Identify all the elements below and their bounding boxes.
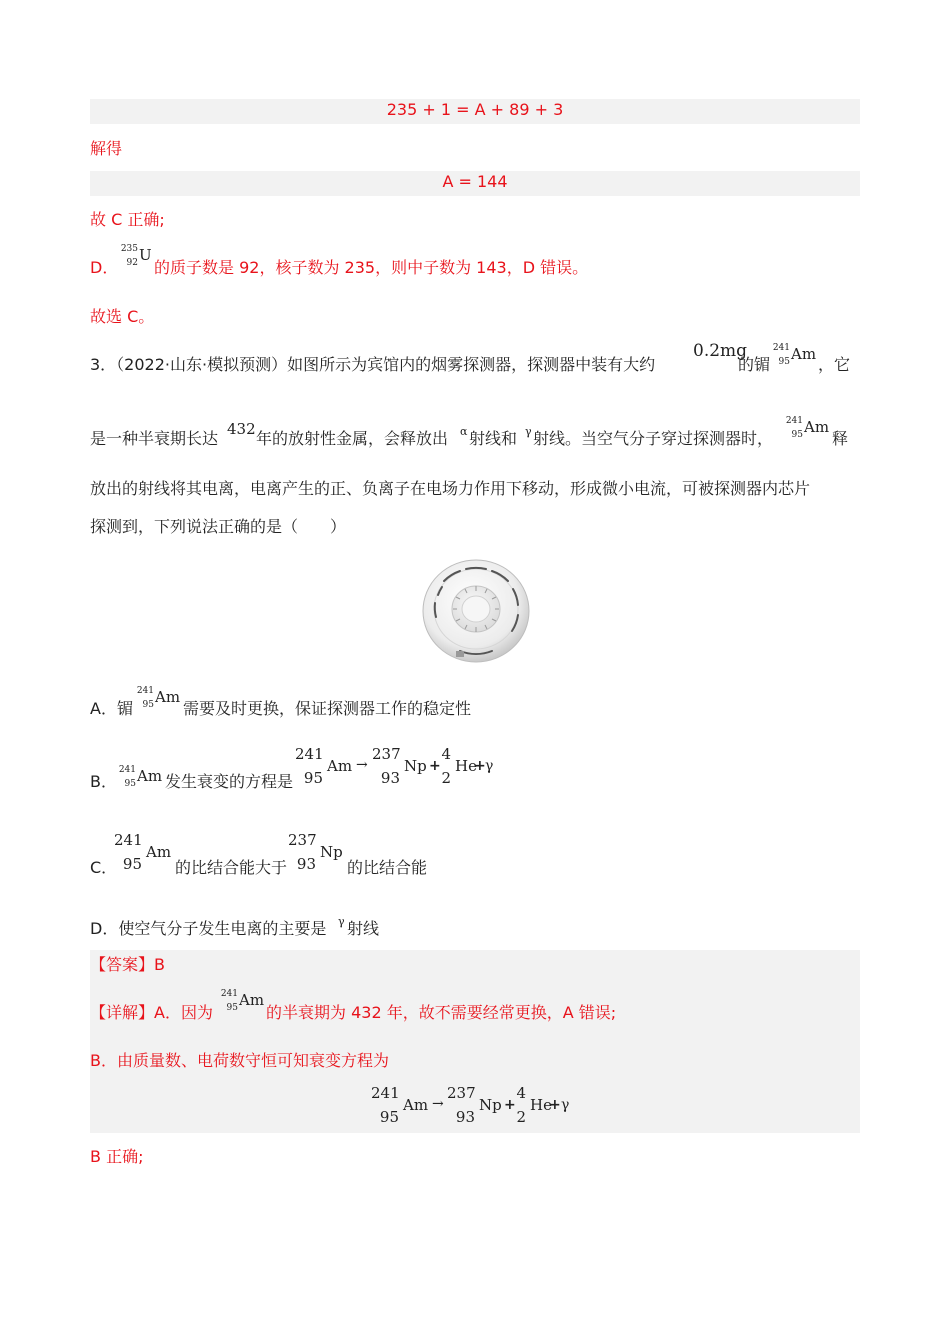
ans-eq-arrow: → bbox=[432, 1096, 444, 1112]
detail-a: 的半衰期为 432 年，故不需要经常更换，A 错误; bbox=[266, 1003, 617, 1022]
nuclide-am241: 241 95 Am bbox=[785, 416, 830, 440]
alpha-symbol: α bbox=[460, 425, 468, 438]
detail-prefix: 【详解】A．因为 bbox=[90, 1003, 213, 1022]
option-c-end: 的比结合能 bbox=[347, 858, 428, 877]
equation-bar-1 bbox=[90, 99, 860, 124]
c-np237: 237 93 Np bbox=[288, 831, 343, 873]
nuclide-am241: 241 95 Am bbox=[118, 765, 163, 789]
eq-b-plus: + bbox=[474, 758, 486, 774]
option-d-text: D．使空气分子发生电离的主要是 bbox=[90, 919, 327, 938]
smoke-detector-image bbox=[420, 555, 532, 665]
eq-b-arrow: → bbox=[356, 757, 368, 773]
option-a-text: 需要及时更换，保证探测器工作的稳定性 bbox=[183, 699, 472, 718]
detail-b: B．由质量数、电荷数守恒可知衰变方程为 bbox=[90, 1051, 389, 1070]
eq-b-plus: + bbox=[429, 758, 441, 774]
d-text: 的质子数是 92，核子数为 235，则中子数为 143，D 错误。 bbox=[154, 258, 589, 277]
q3-line4: 探测到，下列说法正确的是（ ） bbox=[90, 517, 347, 536]
ans-eq-np237: 237 93 Np bbox=[447, 1084, 502, 1126]
nuclide-u235: 235 92 U bbox=[120, 244, 152, 268]
answer-label: 【答案】B bbox=[90, 955, 165, 974]
eq-b-gamma: γ bbox=[485, 758, 494, 774]
q3-line2-b: 年的放射性金属，会释放出 bbox=[256, 429, 449, 448]
equation-2: A = 144 bbox=[442, 172, 508, 191]
halflife-value: 432 bbox=[227, 420, 256, 438]
eq-b-am241: 241 95 Am bbox=[295, 745, 353, 787]
choose-text: 故选 C。 bbox=[90, 307, 155, 326]
q3-line1-a: 3．（2022·山东·模拟预测）如图所示为宾馆内的烟雾探测器，探测器中装有大约 bbox=[90, 355, 656, 374]
q3-line2-a: 是一种半衰期长达 bbox=[90, 429, 219, 448]
nuclide-am241: 241 95 Am bbox=[220, 989, 265, 1013]
ans-eq-plus: + bbox=[504, 1097, 516, 1113]
option-b-prefix: B． bbox=[90, 772, 117, 791]
option-d-gamma: γ bbox=[338, 915, 345, 928]
nuclide-am241: 241 95 Am bbox=[136, 686, 181, 710]
option-a-prefix: A．镅 bbox=[90, 699, 133, 718]
option-c-mid: 的比结合能大于 bbox=[175, 858, 288, 877]
q3-line2-e: 释 bbox=[832, 429, 849, 448]
c-am241: 241 95 Am bbox=[114, 831, 172, 873]
solve-label: 解得 bbox=[90, 139, 123, 158]
ans-eq-plus: + bbox=[549, 1097, 561, 1113]
option-d-end: 射线 bbox=[347, 919, 380, 938]
ans-eq-gamma: γ bbox=[561, 1097, 570, 1113]
eq-b-np237: 237 93 Np bbox=[372, 745, 427, 787]
gamma-symbol: γ bbox=[525, 425, 532, 438]
equation-bar-2 bbox=[90, 171, 860, 196]
q3-line1-b: 的镅 bbox=[738, 355, 771, 374]
d-prefix: D． bbox=[90, 258, 119, 277]
option-c-prefix: C． bbox=[90, 858, 118, 877]
option-b-text: 发生衰变的方程是 bbox=[165, 772, 294, 791]
q3-line2-c: 射线和 bbox=[469, 429, 518, 448]
ans-eq-am241: 241 95 Am bbox=[371, 1084, 429, 1126]
nuclide-am241: 241 95 Am bbox=[772, 343, 817, 367]
q3-line1-c: ，它 bbox=[818, 355, 851, 374]
eq-b-he4: 4 2 He bbox=[441, 745, 477, 787]
q3-line3: 放出的射线将其电离，电离产生的正、负离子在电场力作用下移动，形成微小电流，可被探测器内芯片 bbox=[90, 479, 811, 498]
c-correct-text: 故 C 正确; bbox=[90, 210, 165, 229]
mass-value: 0.2mg bbox=[693, 341, 748, 361]
b-correct-text: B 正确; bbox=[90, 1147, 144, 1166]
equation-1: 235 + 1 = A + 89 + 3 bbox=[386, 100, 564, 119]
q3-line2-d: 射线。当空气分子穿过探测器时， bbox=[533, 429, 774, 448]
ans-eq-he4: 4 2 He bbox=[516, 1084, 552, 1126]
